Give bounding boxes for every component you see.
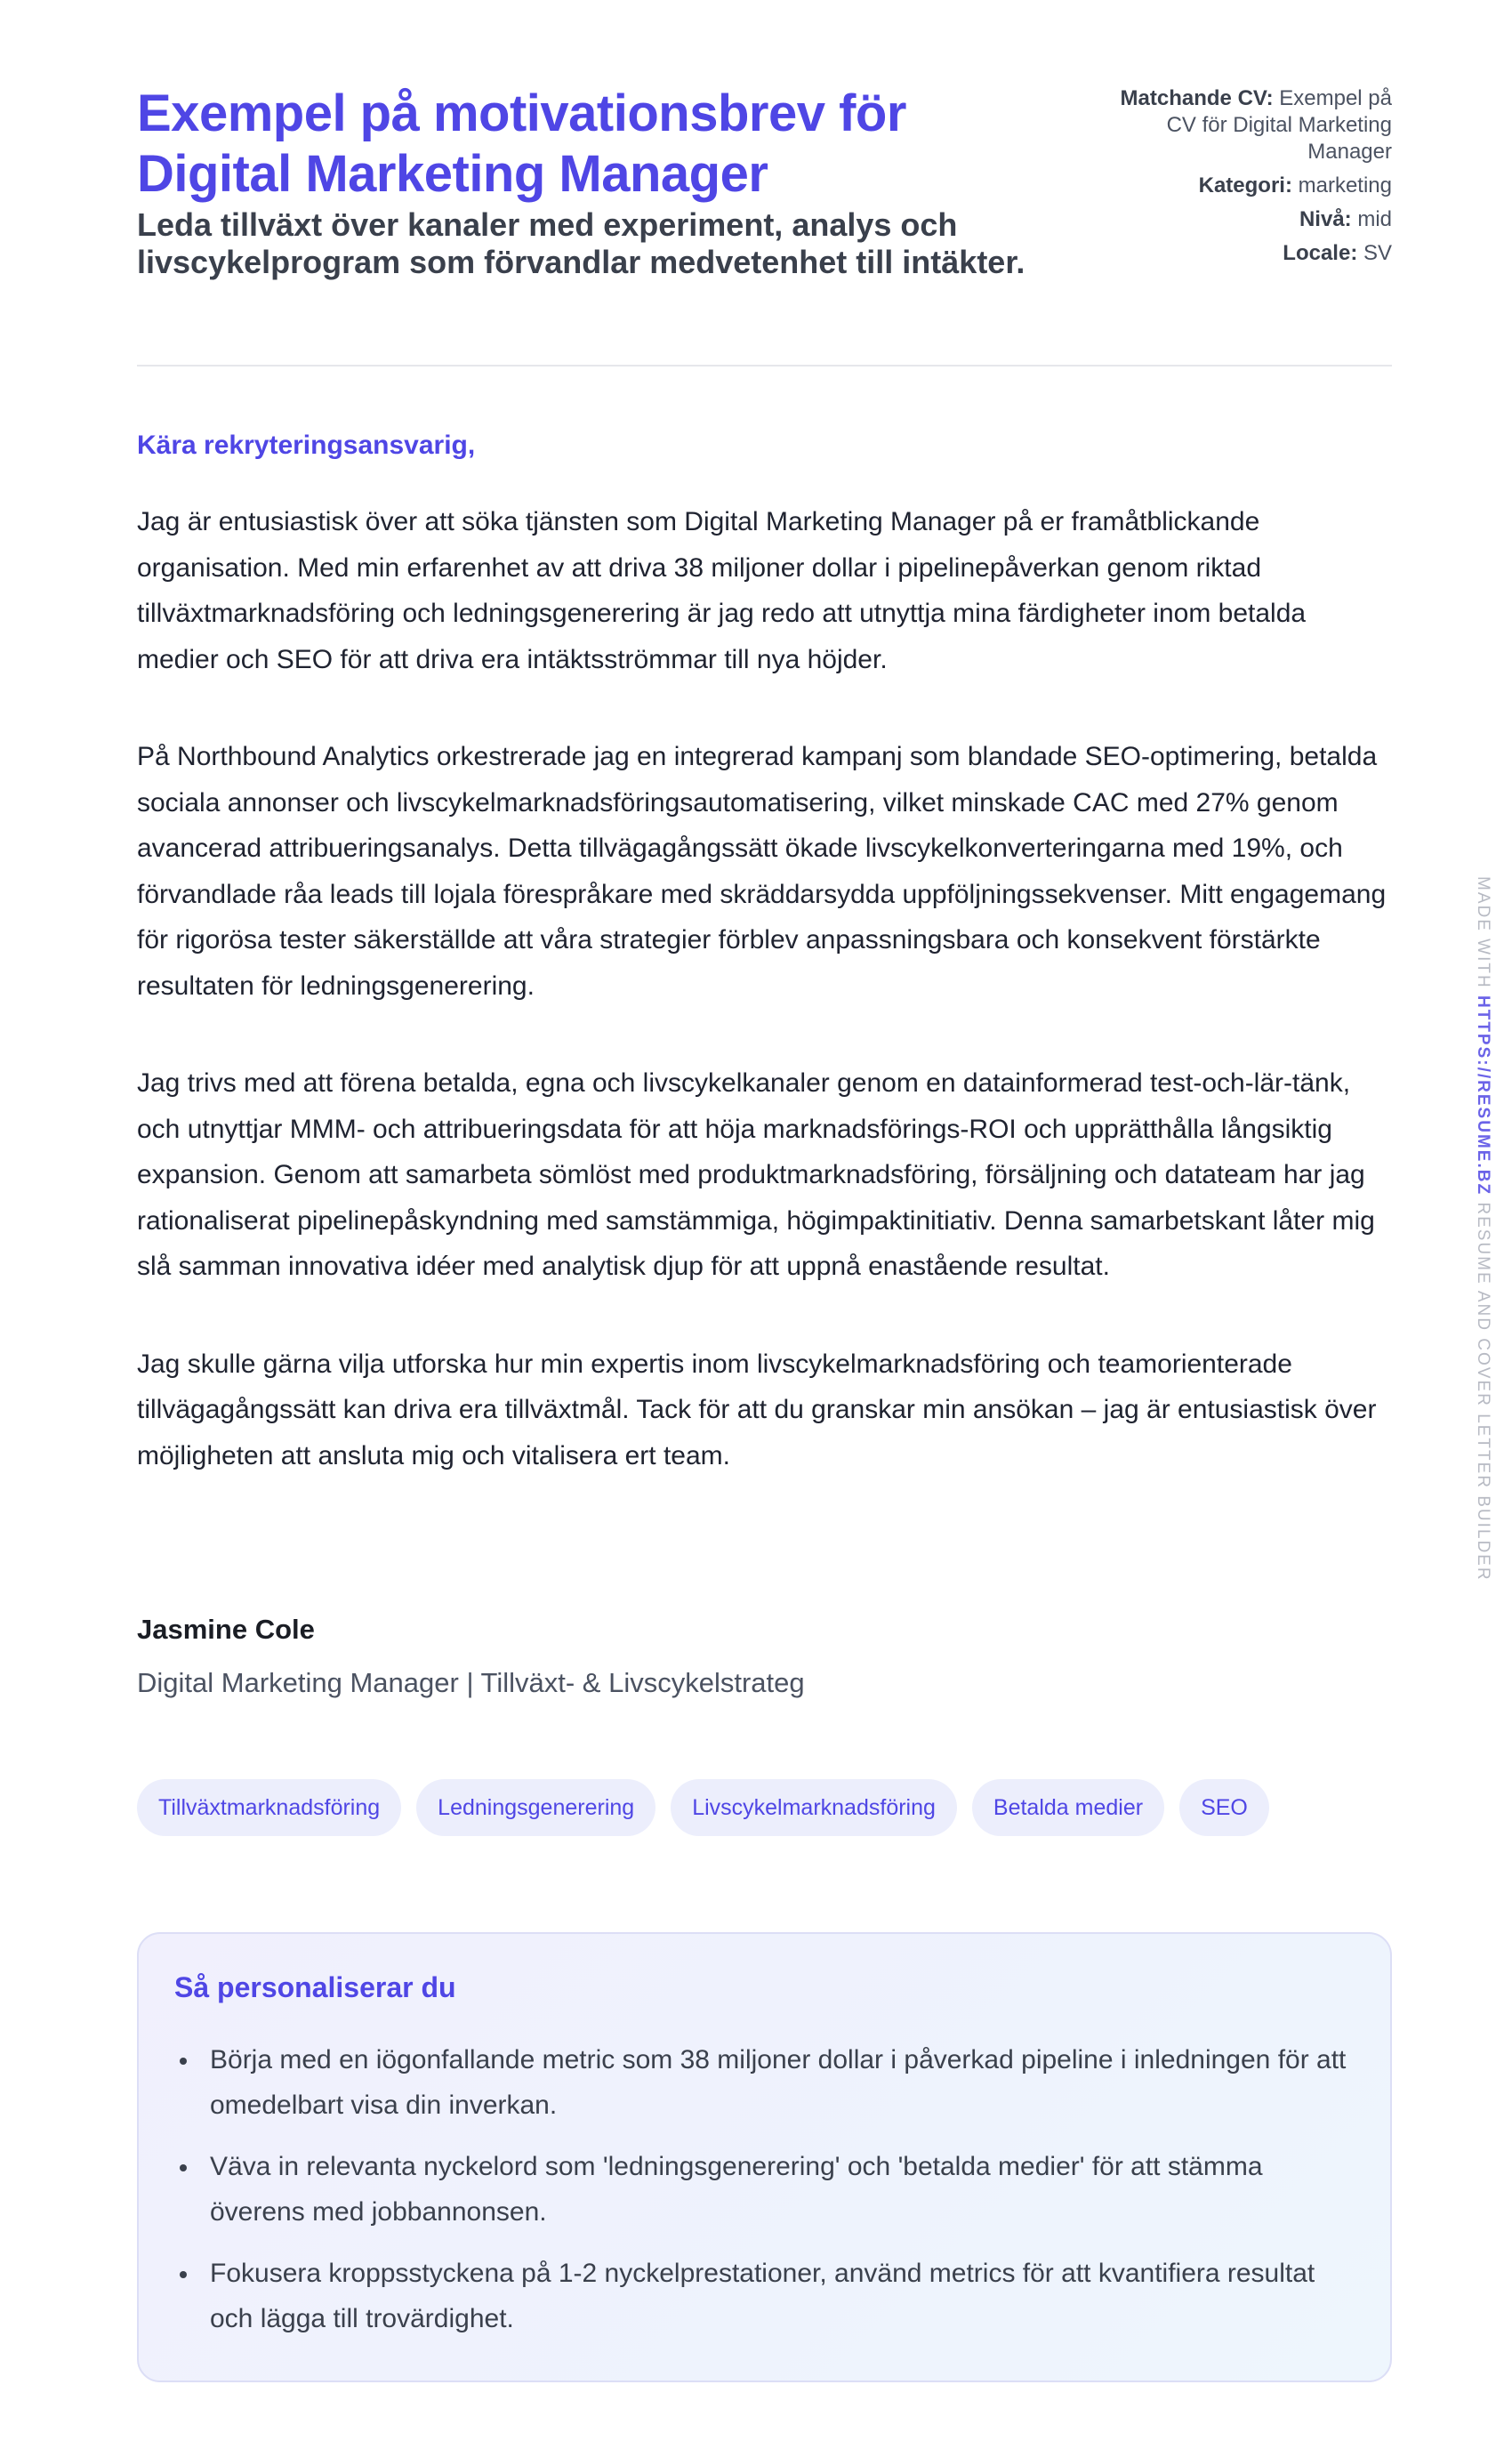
tip-item: Fokusera kroppsstyckena på 1-2 nyckelprestationer, använd metrics för att kvantifiera resultat och lägga till trovärdighet. (174, 2251, 1355, 2341)
skill-tag: SEO (1179, 1779, 1269, 1836)
divider (137, 365, 1392, 367)
skill-tags (137, 1779, 1269, 1836)
skill-tag: Livscykelmarknadsföring (671, 1779, 957, 1836)
meta-matching-cv: Matchande CV: Exempel på CV för Digital Marketing Manager (1120, 86, 1392, 164)
page-subtitle: Leda tillväxt över kanaler med experiment, analys och livscykelprogram som förvandlar medvetenhet till intäkter. (137, 206, 1025, 280)
personalization-tips (137, 1932, 1392, 2382)
header (137, 0, 1392, 367)
resume-bz-link[interactable]: HTTPS://RESUME.BZ (1474, 995, 1492, 1196)
letter-paragraph: På Northbound Analytics orkestrerade jag en integrerad kampanj som blandade SEO-optimering, betalda sociala annonser och livscykelmarknadsföringsautomatisering, vilket minskade CAC med 27% genom avancerad attribueringsanalys. Detta tillvägagångssätt ökade livscykelkonverteringarna med 19%, och förvandlade råa leads till lojala förespråkare med skräddarsydda uppföljningssekvenser. Mitt engagemang för rigorösa tester säkerställde att våra strategier förblev anpassningsbara och konsekvent förstärkte resultaten för ledningsgenerering. (137, 742, 1387, 1001)
letter-paragraph: Jag trivs med att förena betalda, egna och livscykelkanaler genom en datainformerad test-och-lär-tänk, och utnyttjar MMM- och attribueringsdata för att höja marknadsförings-ROI och upprätthålla långsiktig expansion. Genom att samarbeta sömlöst med produktmarknadsföring, försäljning och datateam har jag rationaliserat pipelinepåskyndning med samstämmiga, högimpaktinitiativ. Denna samarbetskant låter mig slå samman innovativa idéer med analytisk djup för att uppnå enastående resultat. (137, 1068, 1375, 1281)
watermark: MADE WITH HTTPS://RESUME.BZ RESUME AND COVER LETTER BUILDER (1474, 876, 1492, 1582)
letter-paragraph: Jag skulle gärna vilja utforska hur min expertis inom livscykelmarknadsföring och teamorienterade tillvägagångssätt kan driva era tillväxtmål. Tack för att du granskar min ansökan – jag är entusiastisk över möjligheten att ansluta mig och vitalisera ert team. (137, 1349, 1377, 1470)
greeting: Kära rekryteringsansvarig, (137, 431, 476, 460)
tips-list (174, 2037, 1355, 2357)
page-title: Exempel på motivationsbrev för Digital Marketing Manager (137, 85, 906, 203)
tip-item: Börja med en iögonfallande metric som 38 miljoner dollar i påverkad pipeline i inledningen för att omedelbart visa din inverkan. (174, 2037, 1355, 2128)
letter-paragraph: Jag är entusiastisk över att söka tjänsten som Digital Marketing Manager på er framåtblickande organisation. Med min erfarenhet av att driva 38 miljoner dollar i pipelinepåverkan genom riktad tillväxtmarknadsföring och ledningsgenerering är jag redo att utnyttja mina färdigheter inom betalda medier och SEO för att driva era intäktsströmmar till nya höjder. (137, 507, 1307, 674)
meta-category: Kategori: marketing (1198, 173, 1392, 197)
letter-body (137, 499, 1392, 1530)
tip-item: Väva in relevanta nyckelord som 'ledningsgenerering' och 'betalda medier' för att stämma överens med jobbannonsen. (174, 2144, 1355, 2235)
skill-tag: Tillväxtmarknadsföring (137, 1779, 401, 1836)
meta-info (1090, 85, 1392, 267)
skill-tag: Ledningsgenerering (416, 1779, 655, 1836)
tips-heading: Så personaliserar du (174, 1971, 456, 2003)
signature-role: Digital Marketing Manager | Tillväxt- & Livscykelstrateg (137, 1667, 805, 1698)
meta-level: Nivå: mid (1299, 207, 1392, 231)
meta-locale: Locale: SV (1283, 241, 1392, 265)
skill-tag: Betalda medier (972, 1779, 1164, 1836)
cover-letter-page (137, 0, 1392, 2333)
matching-cv-link[interactable]: Exempel på CV för Digital Marketing Manager (1166, 86, 1392, 164)
signature-name: Jasmine Cole (137, 1614, 315, 1645)
